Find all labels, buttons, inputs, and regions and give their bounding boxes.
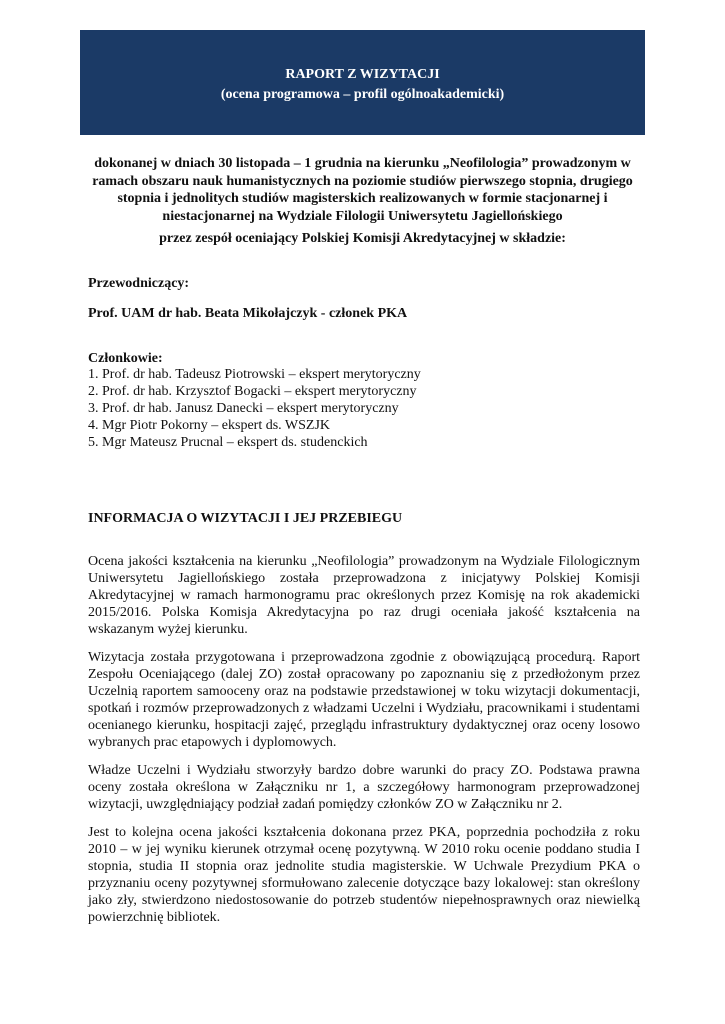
chair-heading: Przewodniczący: [88, 276, 190, 291]
member-item: 5. Mgr Mateusz Prucnal – ekspert ds. studenckich [102, 434, 648, 451]
report-title: RAPORT Z WIZYTACJI [285, 67, 440, 82]
info-paragraph: Ocena jakości kształcenia na kierunku „Neofilologia” prowadzonym na Wydziale Filologicznym Uniwersytetu Jagiellońskiego została przeprowadzona z inicjatywy Polskiej Komisji Akredytacyjnej w ramach harmonogramu prac określonych przez Komisję na rok akademicki 2015/2016. Polska Komisja Akredytacyjna po raz drugi oceniała jakość kształcenia na wskazanym wyżej kierunku. [88, 554, 640, 637]
member-item: 2. Prof. dr hab. Krzysztof Bogacki – ekspert merytoryczny [102, 383, 648, 400]
report-subtitle: (ocena programowa – profil ogólnoakademicki) [220, 87, 505, 102]
members-list [88, 366, 648, 451]
report-header-box [80, 30, 645, 135]
members-heading: Członkowie: [88, 351, 163, 366]
info-paragraph: Władze Uczelni i Wydziału stworzyły bardzo dobre warunki do pracy ZO. Podstawa prawna oceny została określona w Załączniku nr 1, a szczegółowy harmonogram przeprowadzonej wizytacji, uwzględniający podział zadań pomiędzy członków ZO w Załączniku nr 2. [88, 763, 640, 812]
chair-name: Prof. UAM dr hab. Beata Mikołajczyk - członek PKA [88, 306, 408, 321]
member-item: 3. Prof. dr hab. Janusz Danecki – ekspert merytoryczny [102, 400, 648, 417]
info-paragraph: Wizytacja została przygotowana i przeprowadzona zgodnie z obowiązującą procedurą. Raport Zespołu Oceniającego (dalej ZO) został opracowany po zapoznaniu się z przedłożonym przez Uczelnią raportem samooceny oraz na podstawie przedstawionej w toku wizytacji dokumentacji, spotkań i rozmów przeprowadzonych z władzami Uczelni i Wydziału, pracownikami i studentami ocenianego kierunku, hospitacji zajęć, przeglądu infrastruktury dydaktycznej oraz oceny losowo wybranych prac etapowych i dyplomowych. [88, 650, 640, 750]
intro-block [80, 155, 645, 248]
info-body [88, 553, 640, 937]
member-item: 1. Prof. dr hab. Tadeusz Piotrowski – ekspert merytoryczny [102, 366, 648, 383]
info-paragraph: Jest to kolejna ocena jakości kształcenia dokonana przez PKA, poprzednia pochodziła z roku 2010 – w jej wyniku kierunek otrzymał ocenę pozytywną. W 2010 roku ocenie poddano studia I stopnia, studia II stopnia oraz jednolite studia magisterskie. W Uchwale Prezydium PKA o przyznaniu oceny pozytywnej sformułowano zalecenie dotyczące bazy lokalowej: stan określony jako zły, stwierdzono niedostosowanie do potrzeb studentów niepełnosprawnych oraz niewielką powierzchnię bibliotek. [88, 825, 640, 925]
member-item: 4. Mgr Piotr Pokorny – ekspert ds. WSZJK [102, 417, 648, 434]
info-heading: INFORMACJA O WIZYTACJI I JEJ PRZEBIEGU [88, 511, 403, 526]
team-line: przez zespół oceniający Polskiej Komisji Akredytacyjnej w składzie: [159, 231, 566, 246]
intro-text: dokonanej w dniach 30 listopada – 1 grudnia na kierunku „Neofilologia” prowadzonym w ramach obszaru nauk humanistycznych na poziomie studiów pierwszego stopnia, drugiego stopnia i jednolitych studiów magisterskich realizowanych w formie stacjonarnej i niestacjonarnej na Wydziale Filologii Uniwersytetu Jagiellońskiego [92, 156, 633, 224]
